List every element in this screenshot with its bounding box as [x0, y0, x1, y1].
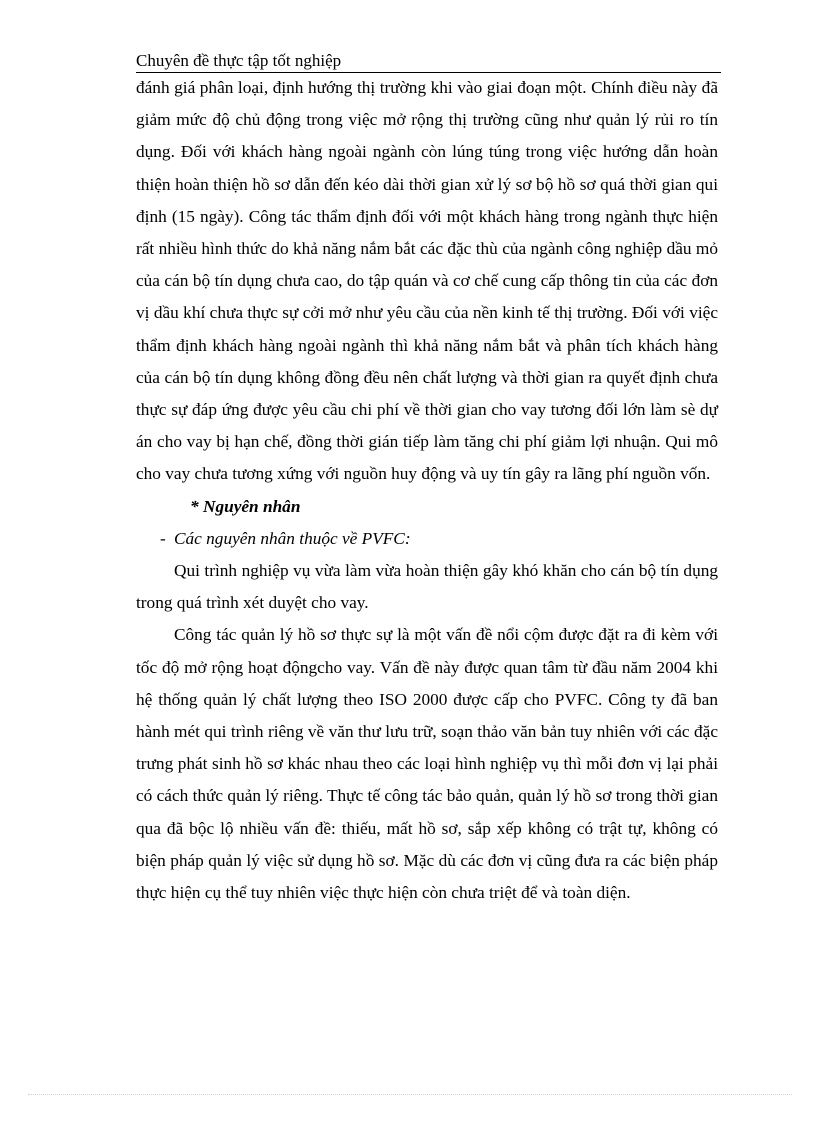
paragraph-continuation: đánh giá phân loại, định hướng thị trường khi vào giai đoạn một. Chính điều này đã giảm mức độ chủ động trong việc mở rộng thị trường cũng như quản lý rủi ro tín dụng. Đối với khách hàng ngoài ngành còn lúng túng trong việc hướng dẫn hoàn thiện hoàn thiện hồ sơ dẫn đến kéo dài thời gian xử lý sơ bộ hồ sơ quá thời gian qui định (15 ngày). Công tác thẩm định đối với một khách hàng trong ngành thực hiện rất nhiều hình thức do khả năng nắm bắt các đặc thù của ngành công nghiệp dầu mỏ của cán bộ tín dụng chưa cao, do tập quán và cơ chế cung cấp thông tin của các đơn vị dầu khí chưa thực sự cởi mở như yêu cầu của nền kinh tế thị trường. Đối với việc thẩm định khách hàng ngoài ngành thì khả năng nắm bắt và phân tích khách hàng của cán bộ tín dụng không đồng đều nên chất lượng và thời gian ra quyết định chưa thực sự đáp ứng được yêu cầu chi phí về thời gian cho vay tương đối lớn làm sè dự án cho vay bị hạn chế, đồng thời gián tiếp làm tăng chi phí giảm lợi nhuận. Qui mô cho vay chưa tương xứng với nguồn huy động và uy tín gây ra lãng phí nguồn vốn.: [136, 78, 718, 484]
list-item-text: Các nguyên nhân thuộc về PVFC:: [174, 528, 411, 548]
page-header: Chuyên đề thực tập tốt nghiệp: [136, 50, 721, 73]
section-heading: * Nguyên nhân: [190, 496, 301, 516]
footer-divider: [28, 1094, 792, 1095]
list-dash: -: [160, 528, 166, 548]
document-body: [136, 72, 718, 909]
list-item: [136, 523, 718, 555]
paragraph: Qui trình nghiệp vụ vừa làm vừa hoàn thiện gây khó khăn cho cán bộ tín dụng trong quá trình xét duyệt cho vay.: [136, 561, 718, 613]
paragraph: Công tác quản lý hồ sơ thực sự là một vấn đề nổi cộm được đặt ra đi kèm với tốc độ mở rộng hoạt độngcho vay. Vấn đề này được quan tâm từ đầu năm 2004 khi hệ thống quản lý chất lượng theo ISO 2000 được cấp cho PVFC. Công ty đã ban hành mét qui trình riêng về văn thư lưu trữ, soạn thảo văn bản tuy nhiên với các đặc trưng phát sinh hồ sơ khác nhau theo các loại hình nghiệp vụ thì mỗi đơn vị lại phải có cách thức quản lý riêng. Thực tế công tác bảo quản, quản lý hồ sơ trong thời gian qua đã bộc lộ nhiều vấn đề: thiếu, mất hồ sơ, sắp xếp không có trật tự, không có biện pháp quản lý việc sử dụng hồ sơ. Mặc dù các đơn vị cũng đưa ra các biện pháp thực hiện cụ thể tuy nhiên việc thực hiện còn chưa triệt để và toàn diện.: [136, 625, 718, 903]
